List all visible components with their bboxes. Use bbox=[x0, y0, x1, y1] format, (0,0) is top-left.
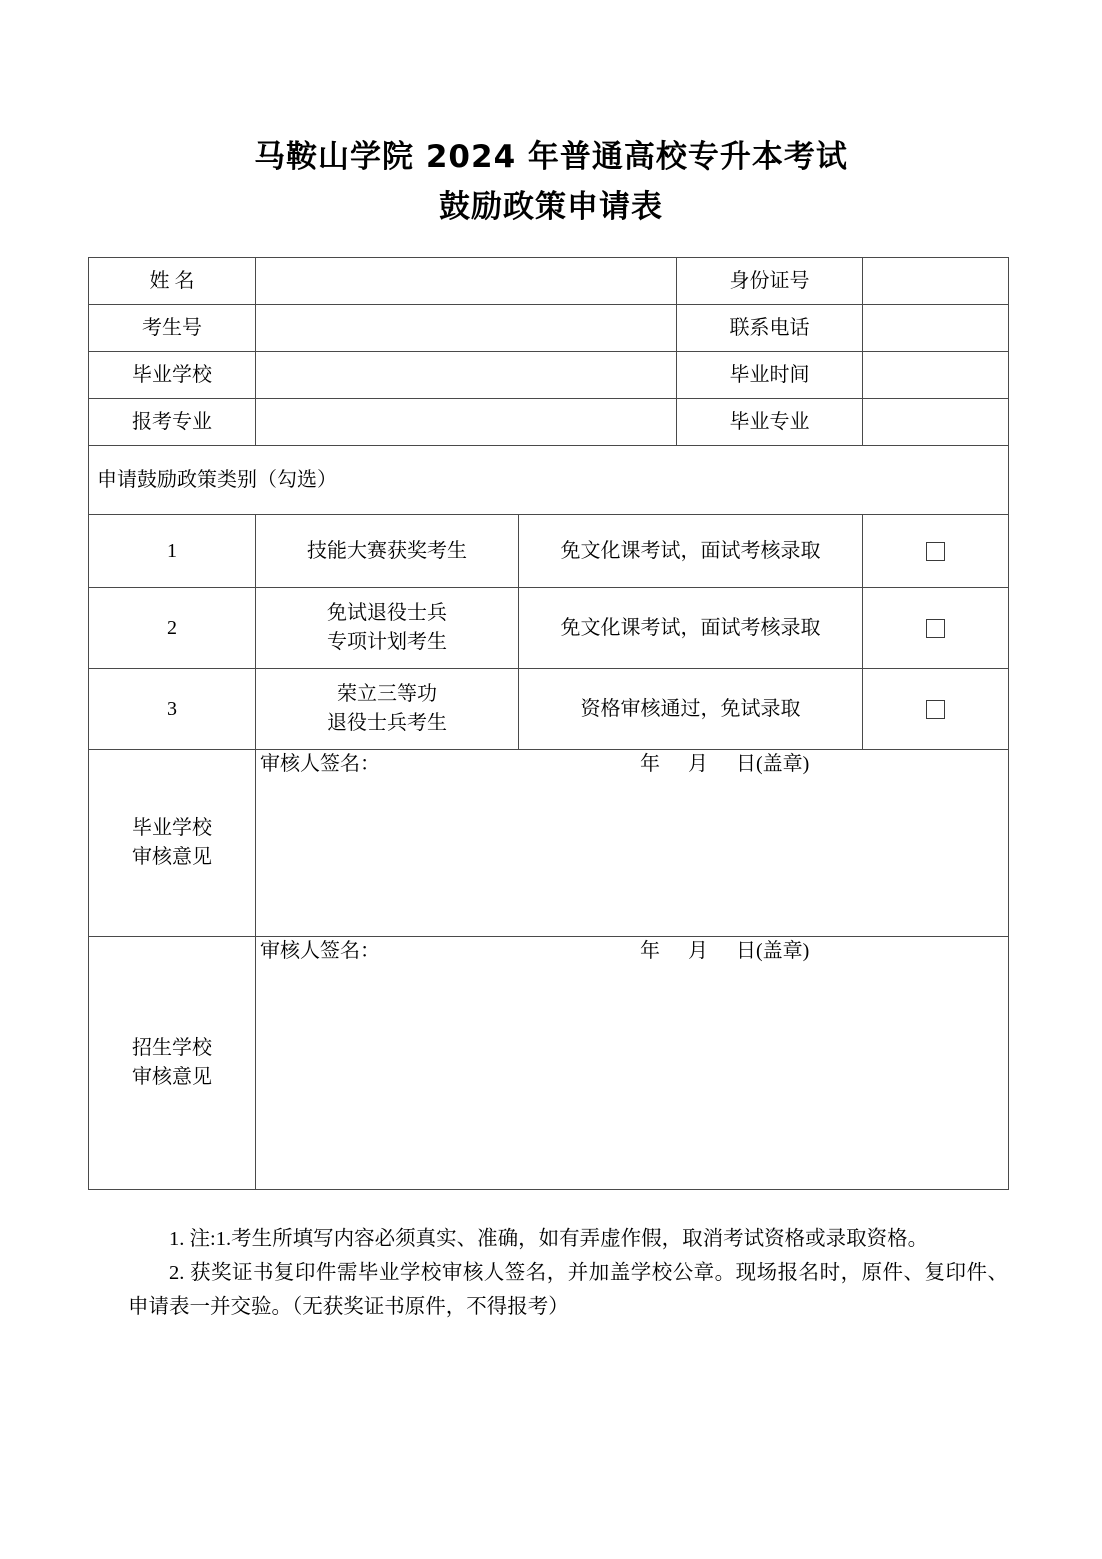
policy-number-1: 1 bbox=[89, 515, 256, 588]
table-row-graduation-school bbox=[89, 352, 1009, 399]
form-notes bbox=[128, 1222, 1008, 1324]
admitting-school-opinion-body[interactable] bbox=[256, 937, 1009, 1190]
policy-name-1 bbox=[256, 515, 519, 588]
table-row-applied-major bbox=[89, 399, 1009, 446]
field-phone[interactable] bbox=[863, 305, 1009, 352]
title-line-2: 鼓励政策申请表 bbox=[439, 189, 663, 225]
field-exam-number[interactable] bbox=[256, 305, 677, 352]
graduation-school-opinion-label-line1: 毕业学校 bbox=[132, 817, 212, 839]
label-graduation-date: 毕业时间 bbox=[677, 352, 863, 399]
label-id-number: 身份证号 bbox=[677, 258, 863, 305]
graduation-school-date-month: 月 bbox=[688, 753, 708, 775]
policy-benefit-3: 资格审核通过，免试录取 bbox=[519, 669, 863, 750]
graduation-school-opinion-label bbox=[89, 750, 256, 937]
note-item-1: 1. 注:1.考生所填写内容必须真实、准确，如有弄虚作假，取消考试资格或录取资格。 bbox=[169, 1228, 929, 1250]
admitting-school-opinion-label bbox=[89, 937, 256, 1190]
label-exam-number: 考生号 bbox=[89, 305, 256, 352]
policy-checkbox-cell-3[interactable] bbox=[863, 669, 1009, 750]
graduation-school-opinion-body[interactable] bbox=[256, 750, 1009, 937]
admitting-school-opinion-label-line1: 招生学校 bbox=[132, 1037, 212, 1059]
policy-checkbox-cell-2[interactable] bbox=[863, 588, 1009, 669]
label-graduation-school: 毕业学校 bbox=[89, 352, 256, 399]
policy-benefit-1: 免文化课考试，面试考核录取 bbox=[519, 515, 863, 588]
graduation-school-signature-line bbox=[256, 750, 1008, 785]
graduation-school-date-day: 日(盖章) bbox=[736, 753, 810, 775]
checkbox-icon-policy-2[interactable] bbox=[926, 619, 945, 638]
graduation-school-opinion-label-line2: 审核意见 bbox=[132, 846, 212, 868]
policy-benefit-2: 免文化课考试，面试考核录取 bbox=[519, 588, 863, 669]
policy-name-2 bbox=[256, 588, 519, 669]
policy-number-2: 2 bbox=[89, 588, 256, 669]
policy-number-3: 3 bbox=[89, 669, 256, 750]
table-row-policy-3 bbox=[89, 669, 1009, 750]
policy-name-2-line1: 免试退役士兵 bbox=[327, 602, 447, 624]
table-row-exam-number bbox=[89, 305, 1009, 352]
field-graduation-major[interactable] bbox=[863, 399, 1009, 446]
table-row-admitting-school-opinion bbox=[89, 937, 1009, 1190]
admitting-school-date-year: 年 bbox=[640, 940, 660, 962]
policy-checkbox-cell-1[interactable] bbox=[863, 515, 1009, 588]
admitting-school-signature-line bbox=[256, 937, 1008, 972]
field-graduation-date[interactable] bbox=[863, 352, 1009, 399]
field-id-number[interactable] bbox=[863, 258, 1009, 305]
table-row-policy-2 bbox=[89, 588, 1009, 669]
policy-name-3 bbox=[256, 669, 519, 750]
graduation-school-opinion-content-area[interactable] bbox=[256, 750, 1008, 936]
field-name[interactable] bbox=[256, 258, 677, 305]
admitting-school-opinion-label-line2: 审核意见 bbox=[132, 1066, 212, 1088]
checkbox-icon-policy-3[interactable] bbox=[926, 700, 945, 719]
policy-name-2-line2: 专项计划考生 bbox=[327, 631, 447, 653]
field-applied-major[interactable] bbox=[256, 399, 677, 446]
admitting-school-signature-label: 审核人签名： bbox=[260, 940, 380, 962]
graduation-school-signature-label: 审核人签名： bbox=[260, 753, 380, 775]
field-graduation-school[interactable] bbox=[256, 352, 677, 399]
table-row-category-header bbox=[89, 446, 1009, 515]
table-row-policy-1 bbox=[89, 515, 1009, 588]
label-applied-major: 报考专业 bbox=[89, 399, 256, 446]
policy-name-3-line2: 退役士兵考生 bbox=[327, 712, 447, 734]
label-graduation-major: 毕业专业 bbox=[677, 399, 863, 446]
policy-name-1-line1: 技能大赛获奖考生 bbox=[307, 539, 467, 562]
label-phone: 联系电话 bbox=[677, 305, 863, 352]
graduation-school-date-year: 年 bbox=[640, 753, 660, 775]
admitting-school-opinion-content-area[interactable] bbox=[256, 937, 1008, 1189]
table-row-graduation-school-opinion bbox=[89, 750, 1009, 937]
admitting-school-date-day: 日(盖章) bbox=[736, 940, 810, 962]
label-name: 姓 名 bbox=[89, 258, 256, 305]
title-line-1: 马鞍山学院 2024 年普通高校专升本考试 bbox=[254, 139, 848, 175]
page-title bbox=[0, 132, 1102, 232]
admitting-school-date-month: 月 bbox=[688, 940, 708, 962]
policy-name-3-line1: 荣立三等功 bbox=[337, 683, 437, 705]
table-row-name bbox=[89, 258, 1009, 305]
application-form-table bbox=[88, 257, 1009, 1190]
checkbox-icon-policy-1[interactable] bbox=[926, 542, 945, 561]
category-header-label: 申请鼓励政策类别（勾选） bbox=[89, 446, 1009, 515]
note-item-2: 2. 获奖证书复印件需毕业学校审核人签名，并加盖学校公章。现场报名时，原件、复印件、申请表一并交验。（无获奖证书原件，不得报考） bbox=[128, 1262, 1008, 1318]
